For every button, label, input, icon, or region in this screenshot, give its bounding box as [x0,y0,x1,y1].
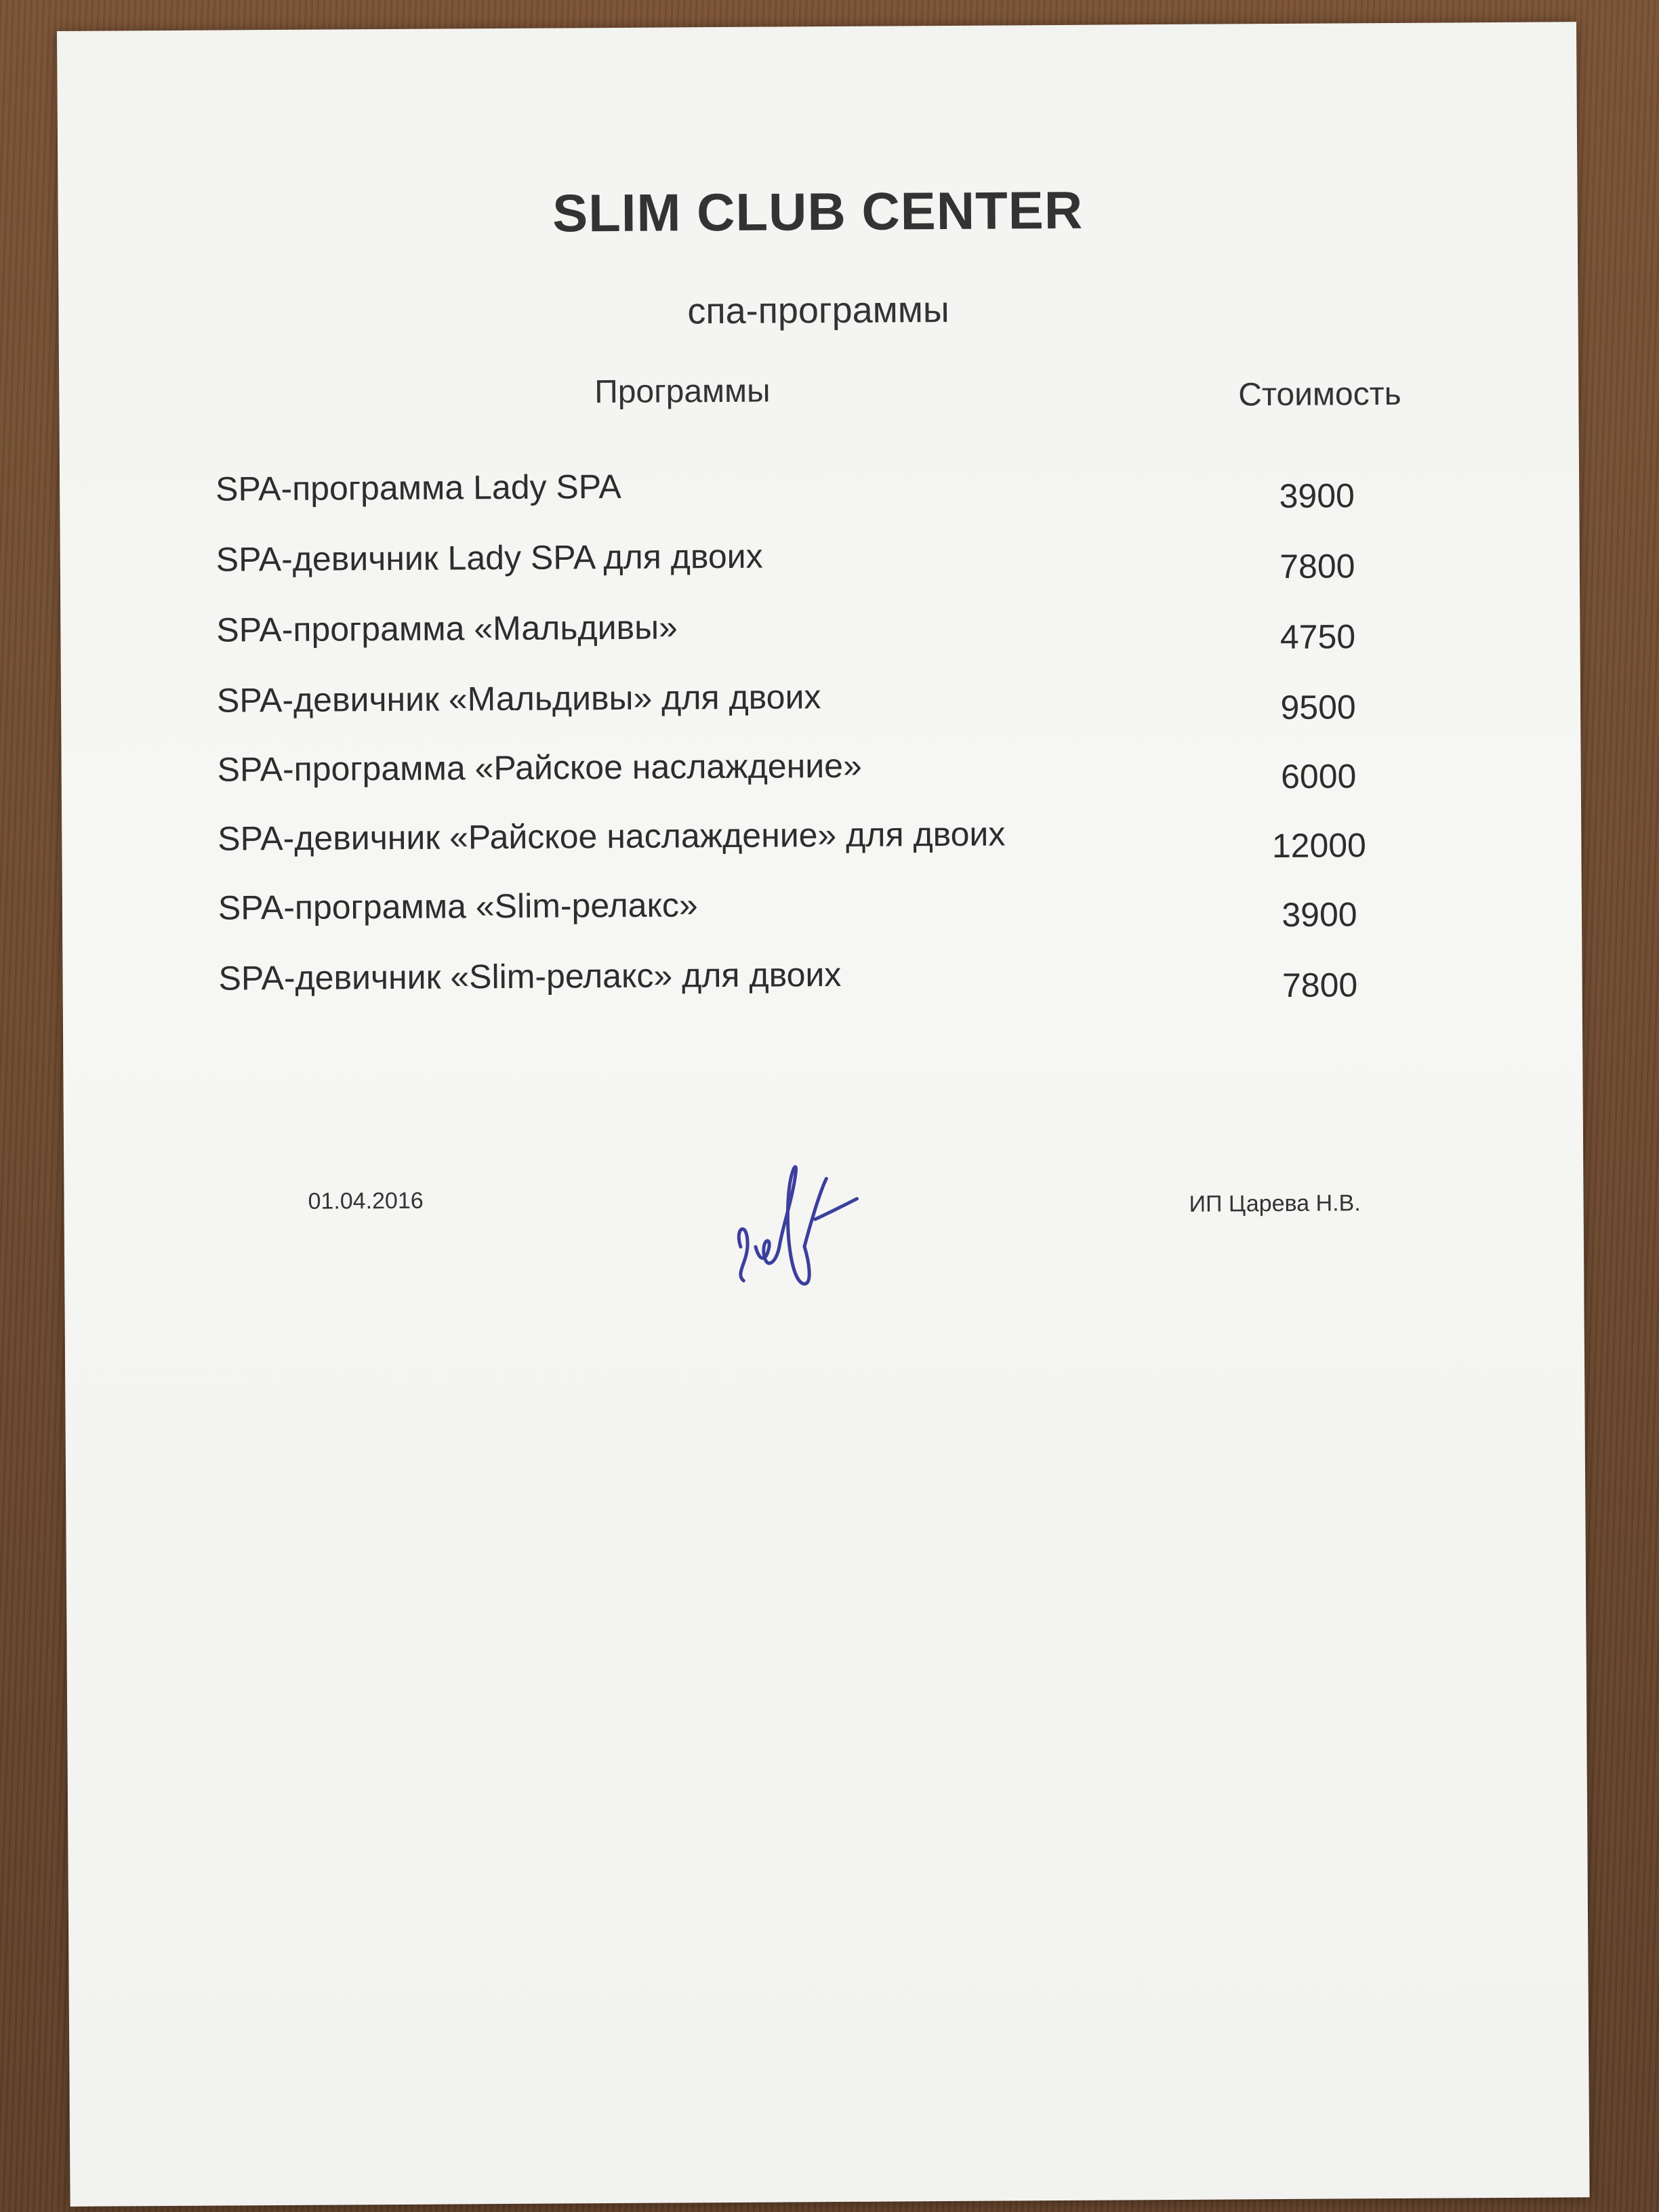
program-price: 9500 [1280,688,1356,726]
document-title: SLIM CLUB CENTER [552,180,1084,243]
program-price: 3900 [1282,895,1357,934]
program-name: SPA-девичник «Райское наслаждение» для двоих [218,815,1006,858]
program-name: SPA-программа «Мальдивы» [216,608,678,649]
program-name: SPA-девичник «Мальдивы» для двоих [216,678,821,720]
column-header-programs: Программы [594,373,771,411]
program-price: 7800 [1282,966,1358,1004]
document-subtitle: спа-программы [687,289,949,332]
program-name: SPA-девичник «Slim-релакс» для двоих [218,955,842,998]
table-row [218,812,1437,867]
document-date: 01.04.2016 [308,1187,424,1214]
program-name: SPA-программа «Slim-релакс» [218,886,698,927]
table-row [218,881,1438,936]
signature [728,1145,864,1301]
table-row [216,462,1435,517]
program-price: 3900 [1279,476,1355,515]
program-price: 12000 [1271,826,1367,865]
program-price: 4750 [1279,617,1356,656]
table-row [218,951,1438,1006]
signer-name: ИП Царева Н.В. [1189,1190,1361,1217]
program-name: SPA-программа Lady SPA [215,467,621,508]
program-price: 7800 [1279,547,1355,586]
table-row [216,603,1436,658]
table-row [217,743,1437,798]
column-header-cost: Стоимость [1238,375,1401,413]
table-row [217,674,1437,729]
program-name: SPA-программа «Райское наслаждение» [217,746,862,789]
table-row [216,533,1436,588]
program-name: SPA-девичник Lady SPA для двоих [216,537,763,579]
program-price: 6000 [1280,757,1357,796]
paper-sheet [57,22,1590,2207]
